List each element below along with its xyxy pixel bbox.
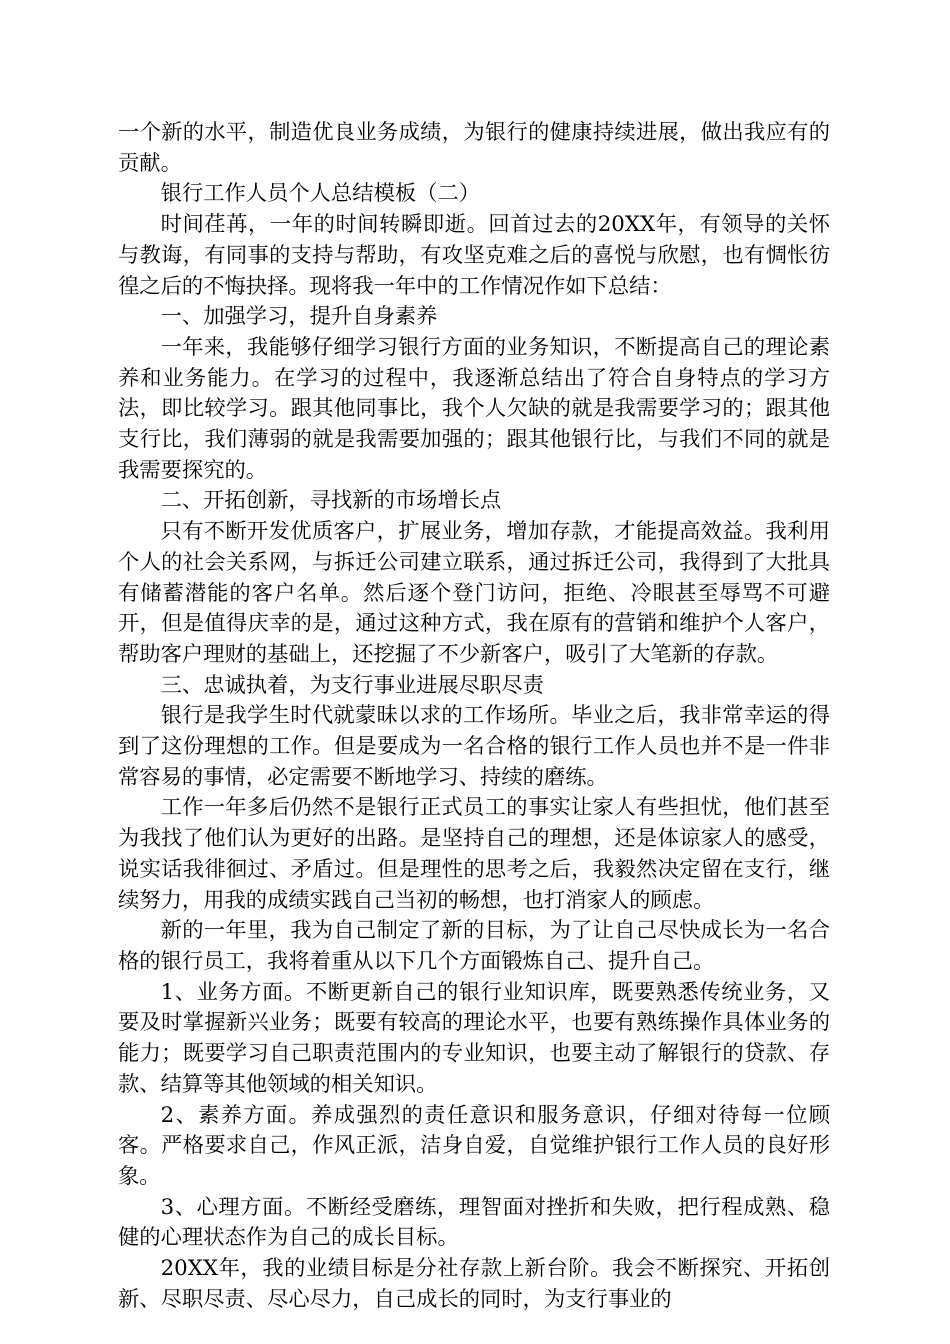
paragraph-new-goals: 新的一年里，我为自己制定了新的目标，为了让自己尽快成长为一名合格的银行员工，我将着重从以下几个方面锻炼自己、提升自己。	[118, 918, 830, 974]
document-page	[118, 118, 830, 1315]
heading-study: 一、加强学习，提升自身素养	[160, 304, 438, 330]
paragraph-targets: 20XX年，我的业绩目标是分社存款上新台阶。我会不断探究、开拓创新、尽职尽责、尽心尽力，自己成长的同时，为支行事业的	[118, 1256, 830, 1312]
paragraph-intro: 时间荏苒，一年的时间转瞬即逝。回首过去的20XX年，有领导的关怀与教诲，有同事的支持与帮助，有攻坚克难之后的喜悦与欣慰，也有惆怅彷徨之后的不悔抉择。现将我一年中的工作情况作如下总结：	[118, 212, 830, 299]
heading-loyalty: 三、忠诚执着，为支行事业进展尽职尽责	[160, 672, 544, 698]
paragraph-business: 1、业务方面。不断更新自己的银行业知识库，既要熟悉传统业务，又要及时掌握新兴业务；既要有较高的理论水平，也要有熟练操作具体业务的能力；既要学习自己职责范围内的专业知识，也要主动了解银行的贷款、存款、结算等其他领域的相关知识。	[118, 979, 830, 1097]
paragraph-study: 一年来，我能够仔细学习银行方面的业务知识，不断提高自己的理论素养和业务能力。在学习的过程中，我逐渐总结出了符合自身特点的学习方法，即比较学习。跟其他同事比，我个人欠缺的就是我需要学习的；跟其他支行比，我们薄弱的就是我需要加强的；跟其他银行比，与我们不同的就是我需要探究的。	[118, 334, 830, 483]
paragraph-psychology: 3、心理方面。不断经受磨练，理智面对挫折和失败，把行程成熟、稳健的心理状态作为自己的成长目标。	[118, 1194, 830, 1251]
paragraph-loyalty: 银行是我学生时代就蒙昧以求的工作场所。毕业之后，我非常幸运的得到了这份理想的工作。但是要成为一名合格的银行工作人员也并不是一件非常容易的事情，必定需要不断地学习、持续的磨练。	[118, 703, 830, 790]
paragraph-innovation: 只有不断开发优质客户，扩展业务，增加存款，才能提高效益。我利用个人的社会关系网，与拆迁公司建立联系，通过拆迁公司，我得到了大批具有储蓄潜能的客户名单。然后逐个登门访问，拒绝、冷眼甚至辱骂不可避开，但是值得庆幸的是，通过这种方式，我在原有的营销和维护个人客户，帮助客户理财的基础上，还挖掘了不少新客户，吸引了大笔新的存款。	[118, 519, 830, 667]
paragraph-continuation: 一个新的水平，制造优良业务成绩，为银行的健康持续进展，做出我应有的贡献。	[118, 120, 830, 176]
paragraph-family: 工作一年多后仍然不是银行正式员工的事实让家人有些担忧，他们甚至为我找了他们认为更好的出路。是坚持自己的理想，还是体谅家人的感受，说实话我徘徊过、矛盾过。但是理性的思考之后，我毅然决定留在支行，继续努力，用我的成绩实践自己当初的畅想，也打消家人的顾虑。	[118, 795, 830, 913]
section-title: 银行工作人员个人总结模板（二）	[160, 181, 481, 207]
paragraph-quality: 2、素养方面。养成强烈的责任意识和服务意识，仔细对待每一位顾客。严格要求自己，作风正派，洁身自爱，自觉维护银行工作人员的良好形象。	[118, 1102, 830, 1189]
heading-innovation: 二、开拓创新，寻找新的市场增长点	[160, 488, 502, 514]
